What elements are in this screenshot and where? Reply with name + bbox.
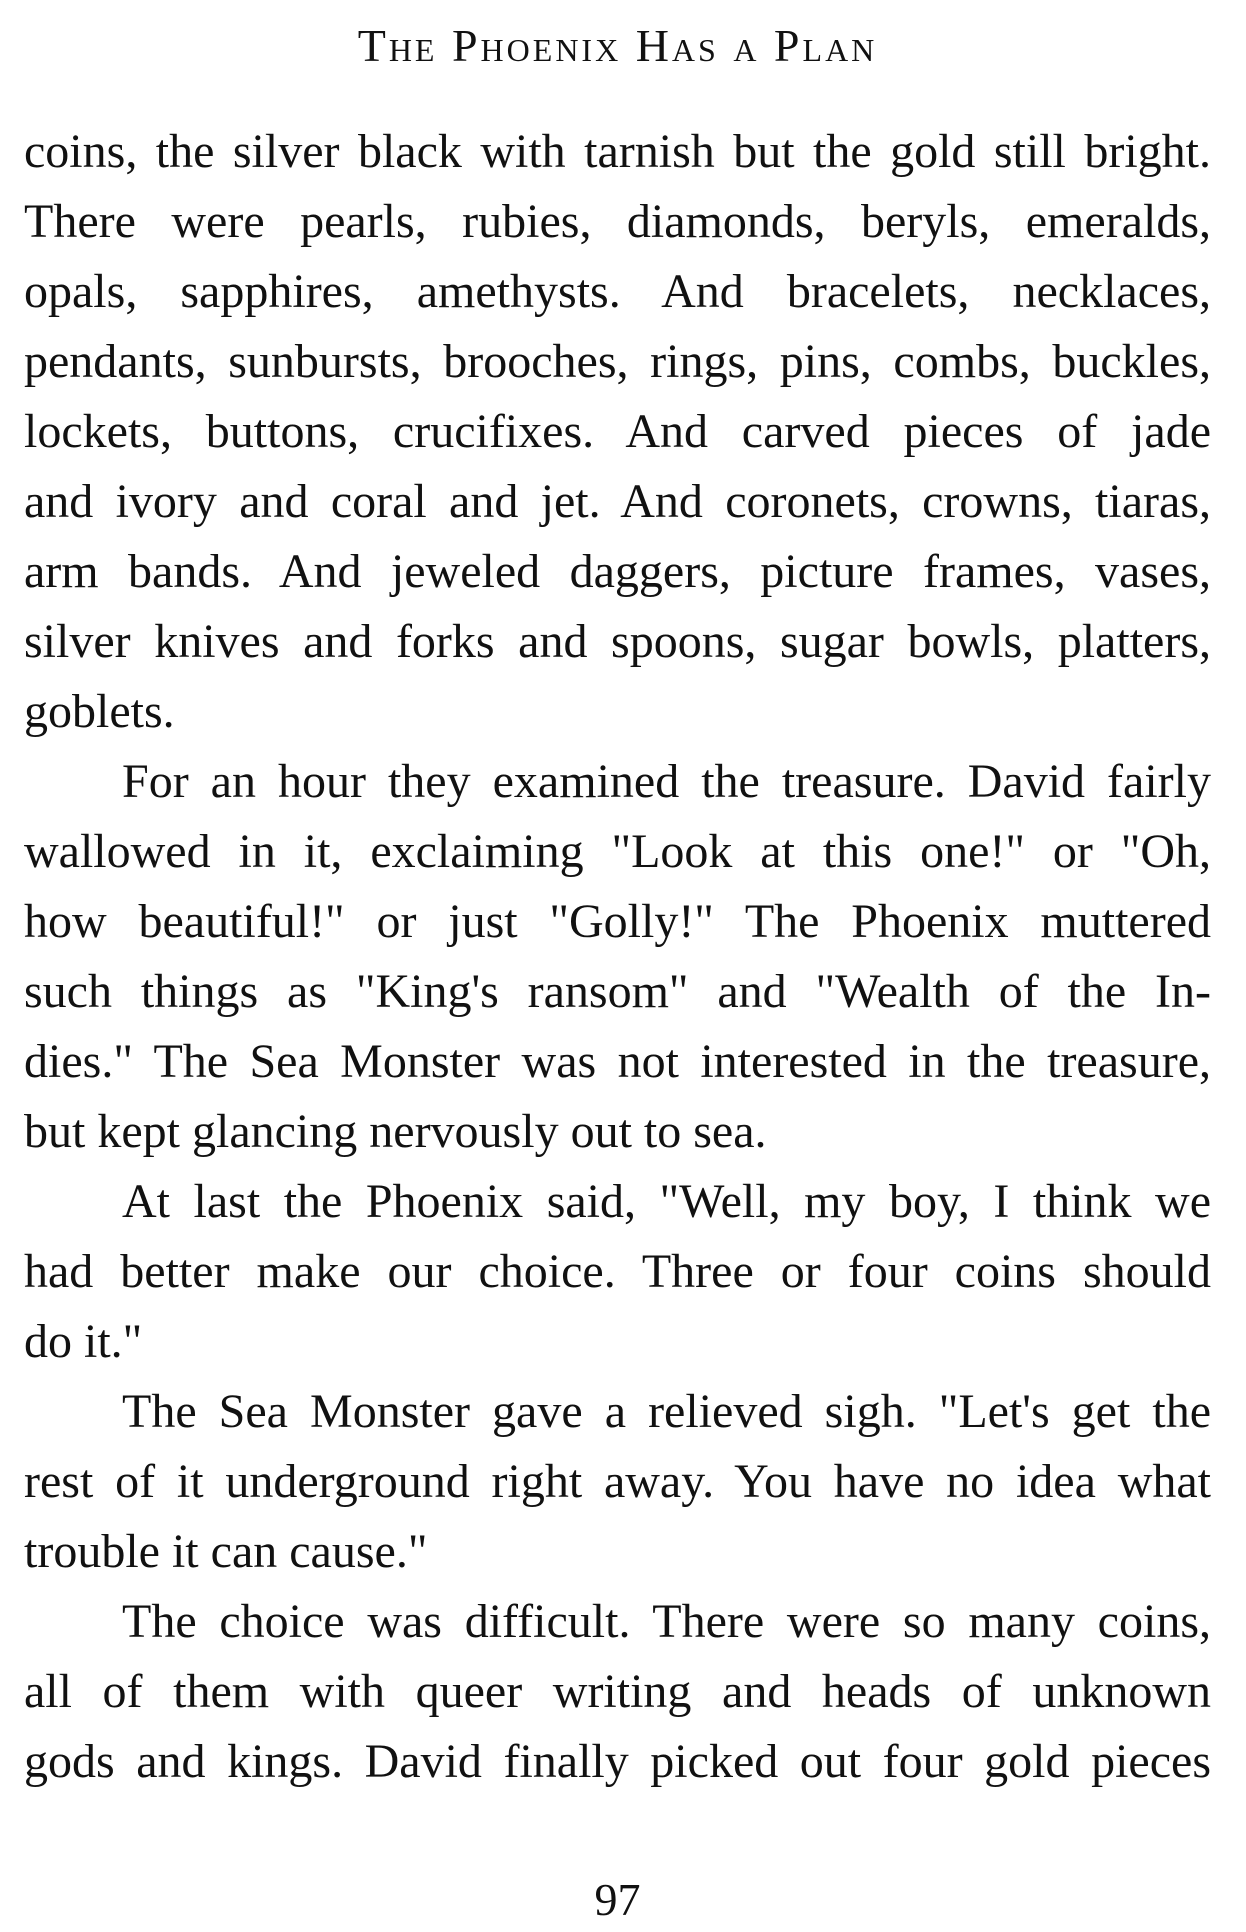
text-line: had better make our choice. Three or four coins should — [24, 1245, 1211, 1298]
text-line: arm bands. And jeweled daggers, picture frames, vases, — [24, 545, 1211, 598]
text-line: how beautiful!" or just "Golly!" The Phoenix muttered — [24, 895, 1211, 948]
text-line: and ivory and coral and jet. And coronets, crowns, tiaras, — [24, 475, 1211, 528]
text-line: The Sea Monster gave a relieved sigh. "Let's get the — [122, 1385, 1211, 1438]
text-line: gods and kings. David finally picked out four gold pieces — [24, 1735, 1211, 1788]
text-line: all of them with queer writing and heads of unknown — [24, 1665, 1211, 1718]
text-line: pendants, sunbursts, brooches, rings, pins, combs, buckles, — [24, 335, 1211, 388]
text-line: wallowed in it, exclaiming "Look at this one!" or "Oh, — [24, 825, 1211, 878]
text-line: dies." The Sea Monster was not interested in the treasure, — [24, 1035, 1211, 1088]
text-line: lockets, buttons, crucifixes. And carved pieces of jade — [24, 405, 1211, 458]
paragraph — [24, 1587, 1211, 1797]
body-text — [24, 117, 1211, 1797]
text-line: but kept glancing nervously out to sea. — [24, 1105, 767, 1158]
paragraph — [24, 1377, 1211, 1587]
paragraph — [24, 747, 1211, 1167]
text-line: For an hour they examined the treasure. David fairly — [122, 755, 1211, 808]
text-line: silver knives and forks and spoons, sugar bowls, platters, — [24, 615, 1211, 668]
text-line: At last the Phoenix said, "Well, my boy, I think we — [122, 1175, 1211, 1228]
text-line: rest of it underground right away. You have no idea what — [24, 1455, 1211, 1508]
text-line: opals, sapphires, amethysts. And bracelets, necklaces, — [24, 265, 1211, 318]
text-line: The choice was difficult. There were so many coins, — [122, 1595, 1211, 1648]
text-line: coins, the silver black with tarnish but the gold still bright. — [24, 125, 1211, 178]
page-number: 97 — [594, 1874, 641, 1925]
paragraph — [24, 117, 1211, 747]
text-line: trouble it can cause." — [24, 1525, 428, 1578]
text-line: There were pearls, rubies, diamonds, beryls, emeralds, — [24, 195, 1211, 248]
paragraph — [24, 1167, 1211, 1377]
text-line: goblets. — [24, 685, 175, 738]
text-line: such things as "King's ransom" and "Wealth of the In- — [24, 965, 1211, 1018]
text-line: do it." — [24, 1315, 143, 1368]
running-head: The Phoenix Has a Plan — [357, 20, 878, 71]
